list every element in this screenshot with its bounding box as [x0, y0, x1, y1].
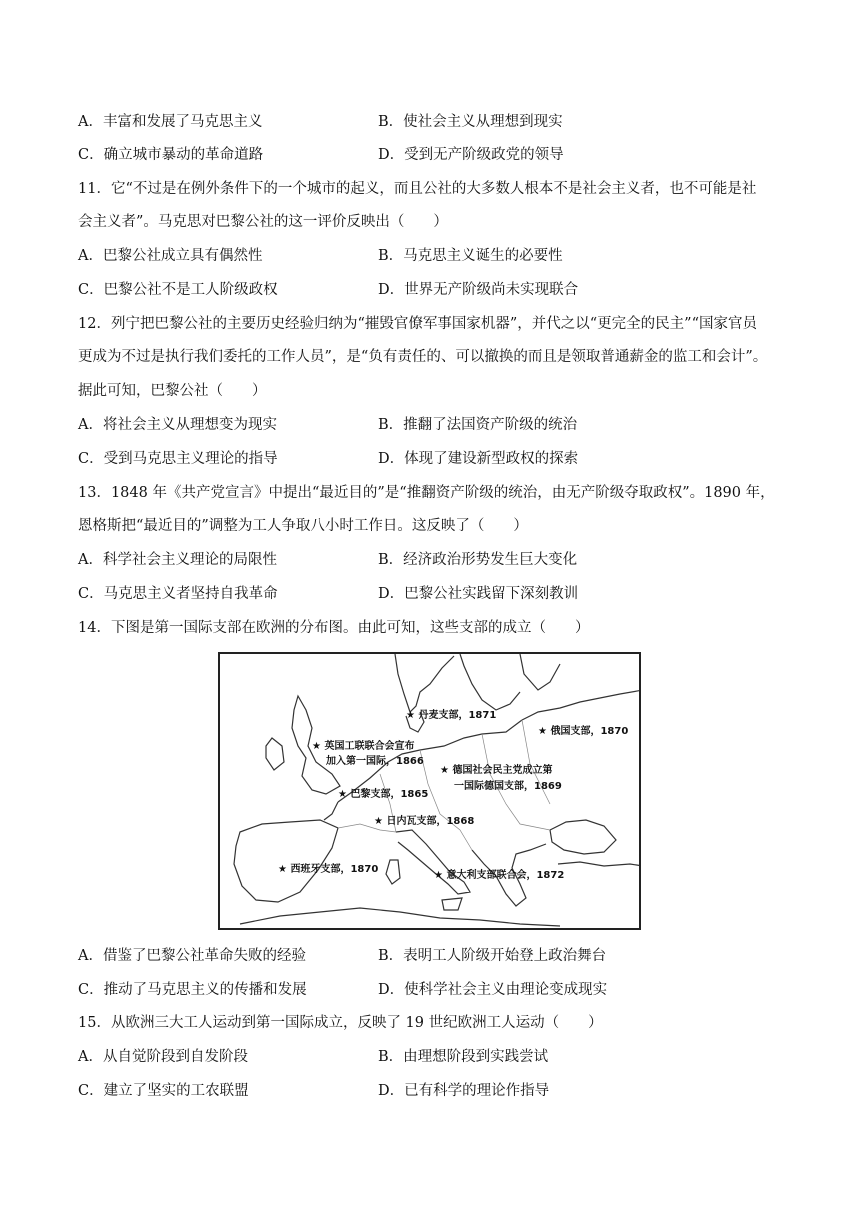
q12-stem-line3: 据此可知，巴黎公社（ ）	[78, 383, 267, 399]
q13-stem-line2: 恩格斯把“最近目的”调整为工人争取八小时工作日。这反映了（ ）	[78, 518, 528, 534]
q14-stem: 14．下图是第一国际支部在欧洲的分布图。由此可知，这些支部的成立（ ）	[78, 620, 590, 636]
q14-option-c: C．推动了马克思主义的传播和发展	[78, 982, 307, 998]
q13-option-d: D．巴黎公社实践留下深刻教训	[378, 586, 579, 602]
q13-option-c: C．马克思主义者坚持自我革命	[78, 586, 278, 602]
map-label-germany-1: ★ 德国社会民主党成立第	[440, 765, 553, 776]
q10-option-a: A．丰富和发展了马克思主义	[78, 114, 263, 130]
q15-option-b: B．由理想阶段到实践尝试	[378, 1049, 549, 1065]
q11-stem-line2: 会主义者”。马克思对巴黎公社的这一评价反映出（ ）	[78, 214, 448, 230]
q10-option-b: B．使社会主义从理想到现实	[378, 114, 563, 130]
q10-option-c: C．确立城市暴动的革命道路	[78, 147, 264, 163]
europe-map-drawing	[220, 654, 641, 930]
map-label-germany-2: 一国际德国支部，1869	[454, 781, 562, 792]
q10-option-d: D．受到无产阶级政党的领导	[378, 147, 564, 163]
q15-option-a: A．从自觉阶段到自发阶段	[78, 1049, 248, 1065]
q15-option-d: D．已有科学的理论作指导	[378, 1083, 550, 1099]
q12-stem-line1: 12．列宁把巴黎公社的主要历史经验归纳为“摧毁官僚军事国家机器”，并代之以“更完全的民主”“国家官员	[78, 316, 758, 332]
q11-option-d: D．世界无产阶级尚未实现联合	[378, 282, 579, 298]
q14-option-b: B．表明工人阶级开始登上政治舞台	[378, 948, 607, 964]
q11-option-b: B．马克思主义诞生的必要性	[378, 248, 563, 264]
q12-stem-line2: 更成为不过是执行我们委托的工作人员”，是“负有责任的、可以撤换的而且是领取普通薪金的监工和会计”。	[78, 349, 768, 365]
q12-option-d: D．体现了建设新型政权的探索	[378, 451, 579, 467]
q15-option-c: C．建立了坚实的工农联盟	[78, 1083, 249, 1099]
q12-option-c: C．受到马克思主义理论的指导	[78, 451, 278, 467]
map-label-spain: ★ 西班牙支部，1870	[278, 864, 379, 875]
q13-stem-line1: 13．1848 年《共产党宣言》中提出“最近目的”是“推翻资产阶级的统治，由无产阶级夺取政权”。1890 年，	[78, 485, 775, 501]
q11-stem-line1: 11．它“不过是在例外条件下的一个城市的起义，而且公社的大多数人根本不是社会主义者，也不可能是社	[78, 181, 757, 197]
q13-option-b: B．经济政治形势发生巨大变化	[378, 552, 578, 568]
q12-option-a: A．将社会主义从理想变为现实	[78, 417, 277, 433]
europe-international-map	[218, 652, 641, 930]
map-label-denmark: ★ 丹麦支部，1871	[406, 710, 497, 721]
q15-stem: 15．从欧洲三大工人运动到第一国际成立，反映了 19 世纪欧洲工人运动（ ）	[78, 1015, 603, 1031]
q14-option-a: A．借鉴了巴黎公社革命失败的经验	[78, 948, 306, 964]
map-label-italy: ★ 意大利支部联合会，1872	[434, 870, 565, 881]
map-label-paris: ★ 巴黎支部，1865	[338, 789, 429, 800]
map-label-britain-2: 加入第一国际，1866	[326, 756, 424, 767]
q11-option-a: A．巴黎公社成立具有偶然性	[78, 248, 263, 264]
map-label-russia: ★ 俄国支部，1870	[538, 726, 629, 737]
q13-option-a: A．科学社会主义理论的局限性	[78, 552, 277, 568]
map-label-britain-1: ★ 英国工联联合会宣布	[312, 741, 415, 752]
q11-option-c: C．巴黎公社不是工人阶级政权	[78, 282, 278, 298]
q12-option-b: B．推翻了法国资产阶级的统治	[378, 417, 578, 433]
map-label-geneva: ★ 日内瓦支部，1868	[374, 816, 475, 827]
q14-option-d: D．使科学社会主义由理论变成现实	[378, 982, 608, 998]
